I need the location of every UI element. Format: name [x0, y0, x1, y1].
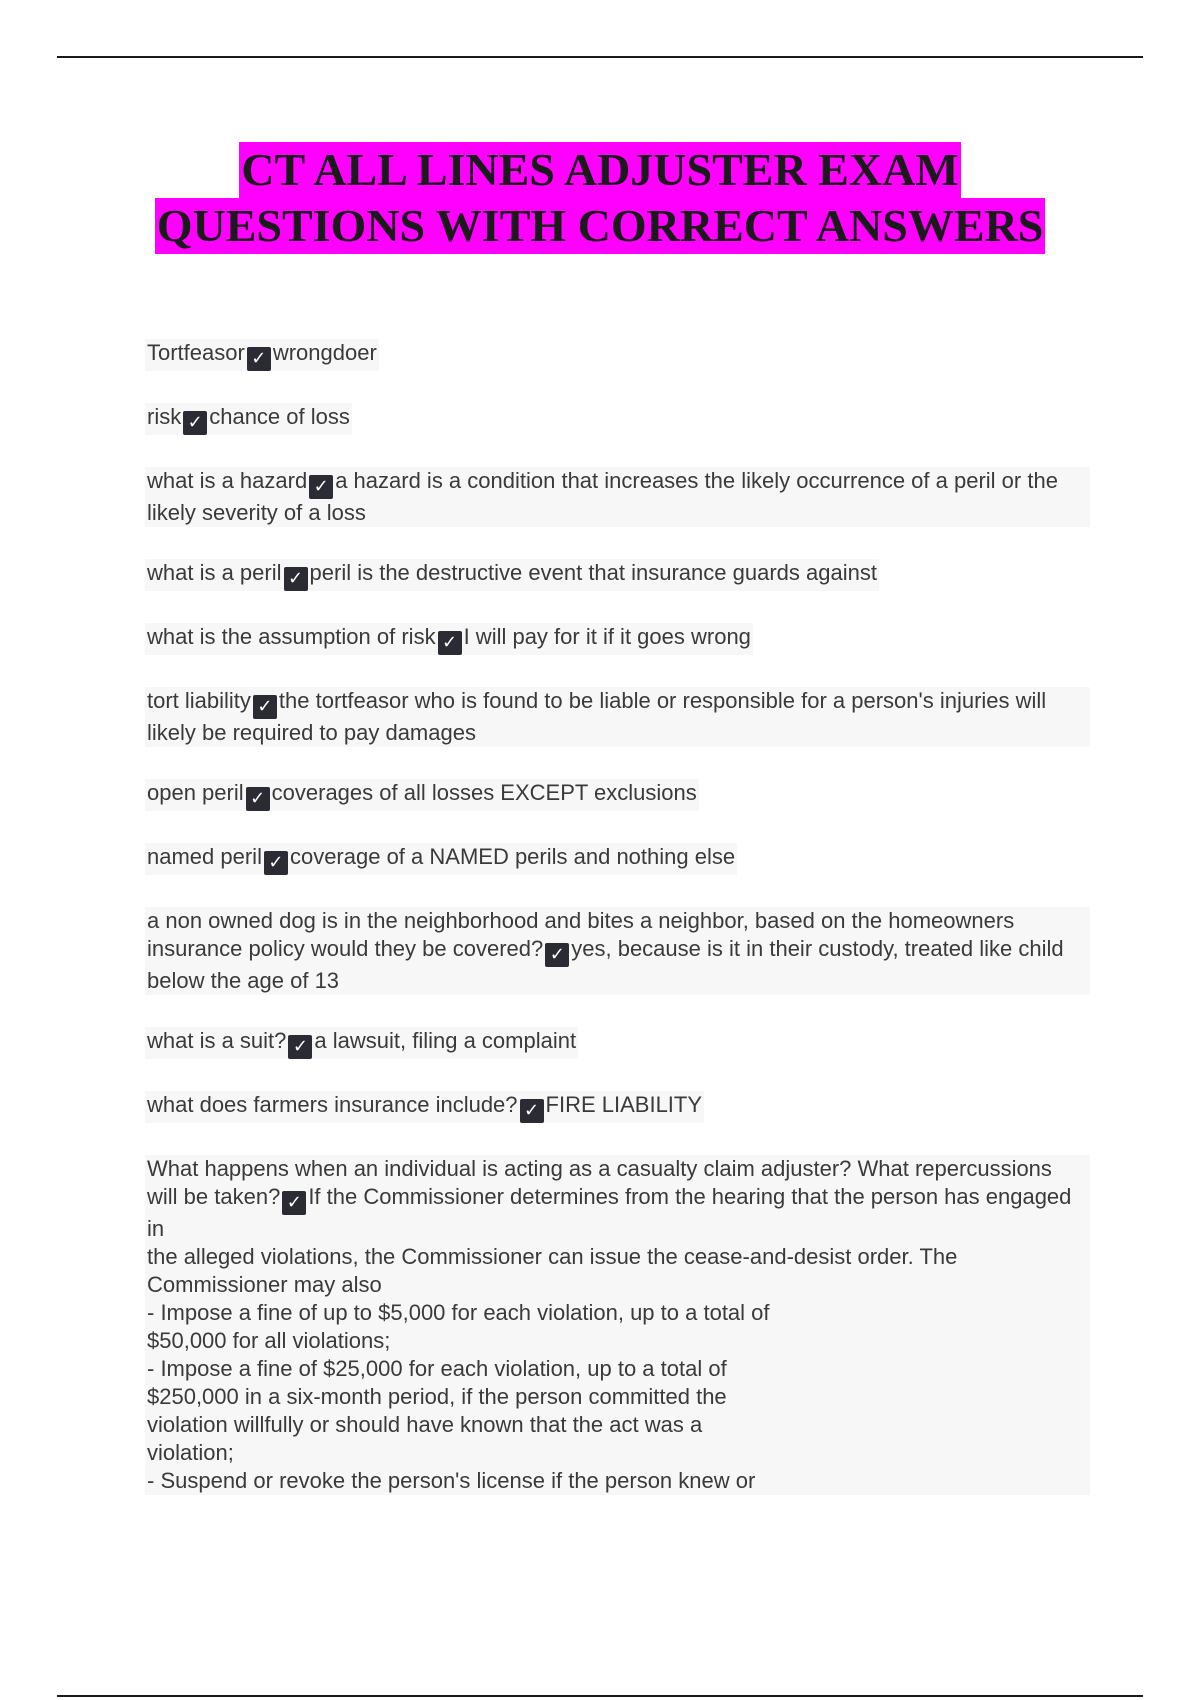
question-text: what is a peril: [147, 560, 282, 585]
answer-text: the tortfeasor who is found to be liable or responsible for a person's injuries will likely be required to pay damages: [147, 688, 1047, 745]
checkmark-icon: ✓: [284, 567, 308, 591]
qa-item: [145, 1091, 1090, 1123]
question-text: what does farmers insurance include?: [147, 1092, 518, 1117]
qa-item: [145, 1027, 1090, 1059]
checkmark-icon: ✓: [288, 1035, 312, 1059]
qa-highlight: [145, 907, 1090, 995]
bottom-rule: [57, 1695, 1143, 1697]
qa-list: [145, 339, 1090, 1527]
qa-item: [145, 687, 1090, 747]
checkmark-icon: ✓: [264, 851, 288, 875]
answer-text: peril is the destructive event that insurance guards against: [309, 560, 877, 585]
qa-highlight: [145, 1027, 578, 1059]
answer-text: a hazard is a condition that increases the likely occurrence of a peril or the likely severity of a loss: [147, 468, 1058, 525]
qa-highlight: [145, 559, 879, 591]
qa-item: [145, 559, 1090, 591]
qa-highlight: [145, 843, 737, 875]
checkmark-icon: ✓: [183, 411, 207, 435]
top-rule: [57, 56, 1143, 58]
qa-item: [145, 1155, 1090, 1495]
qa-item: [145, 339, 1090, 371]
checkmark-icon: ✓: [246, 787, 270, 811]
question-text: named peril: [147, 844, 262, 869]
qa-item: [145, 467, 1090, 527]
checkmark-icon: ✓: [247, 347, 271, 371]
question-text: What happens when an individual is acting as a casualty claim adjuster? What repercussions will be taken?: [147, 1156, 1052, 1209]
answer-text: yes, because is it in their custody, treated like child below the age of 13: [147, 936, 1064, 993]
answer-text: coverage of a NAMED perils and nothing else: [289, 844, 736, 869]
qa-highlight: [145, 687, 1090, 747]
qa-item: [145, 907, 1090, 995]
answer-text: chance of loss: [209, 404, 350, 429]
qa-item: [145, 403, 1090, 435]
qa-highlight: [145, 779, 699, 811]
document-title: [0, 142, 1200, 254]
question-text: risk: [147, 404, 182, 429]
title-line-1: CT ALL LINES ADJUSTER EXAM: [239, 142, 960, 198]
checkmark-icon: ✓: [438, 631, 462, 655]
answer-text: FIRE LIABILITY: [545, 1092, 703, 1117]
title-line-2: QUESTIONS WITH CORRECT ANSWERS: [155, 198, 1046, 254]
question-text: Tortfeasor: [147, 340, 245, 365]
qa-highlight: [145, 403, 352, 435]
checkmark-icon: ✓: [253, 695, 277, 719]
question-text: open peril: [147, 780, 244, 805]
qa-highlight: [145, 1155, 1090, 1495]
answer-text: I will pay for it if it goes wrong: [463, 624, 751, 649]
question-text: what is a suit?: [147, 1028, 287, 1053]
qa-item: [145, 843, 1090, 875]
answer-text: wrongdoer: [272, 340, 377, 365]
qa-item: [145, 623, 1090, 655]
checkmark-icon: ✓: [309, 475, 333, 499]
qa-item: [145, 779, 1090, 811]
checkmark-icon: ✓: [520, 1099, 544, 1123]
question-text: tort liability: [147, 688, 251, 713]
answer-text: coverages of all losses EXCEPT exclusions: [271, 780, 697, 805]
qa-highlight: [145, 339, 379, 371]
checkmark-icon: ✓: [282, 1191, 306, 1215]
question-text: a non owned dog is in the neighborhood and bites a neighbor, based on the homeowners insurance policy would they be covered?: [147, 908, 1015, 961]
answer-text: a lawsuit, filing a complaint: [314, 1028, 577, 1053]
qa-highlight: [145, 1091, 704, 1123]
answer-text: If the Commissioner determines from the hearing that the person has engaged in the alleged violations, the Commissioner can issue the cease-and-desist order. The Commissioner may also - Impose a fine of up to $5,000 for each violation, up to a total of $50,000 for all violations; - Impose a fine of $25,000 for each violation, up to a total of $250,000 in a six-month period, if the person committed the violation willfully or should have known that the act was a violation; - Suspend or revoke the person's license if the person knew or: [147, 1184, 1072, 1493]
qa-highlight: [145, 467, 1090, 527]
qa-highlight: [145, 623, 753, 655]
question-text: what is the assumption of risk: [147, 624, 436, 649]
question-text: what is a hazard: [147, 468, 308, 493]
checkmark-icon: ✓: [545, 943, 569, 967]
